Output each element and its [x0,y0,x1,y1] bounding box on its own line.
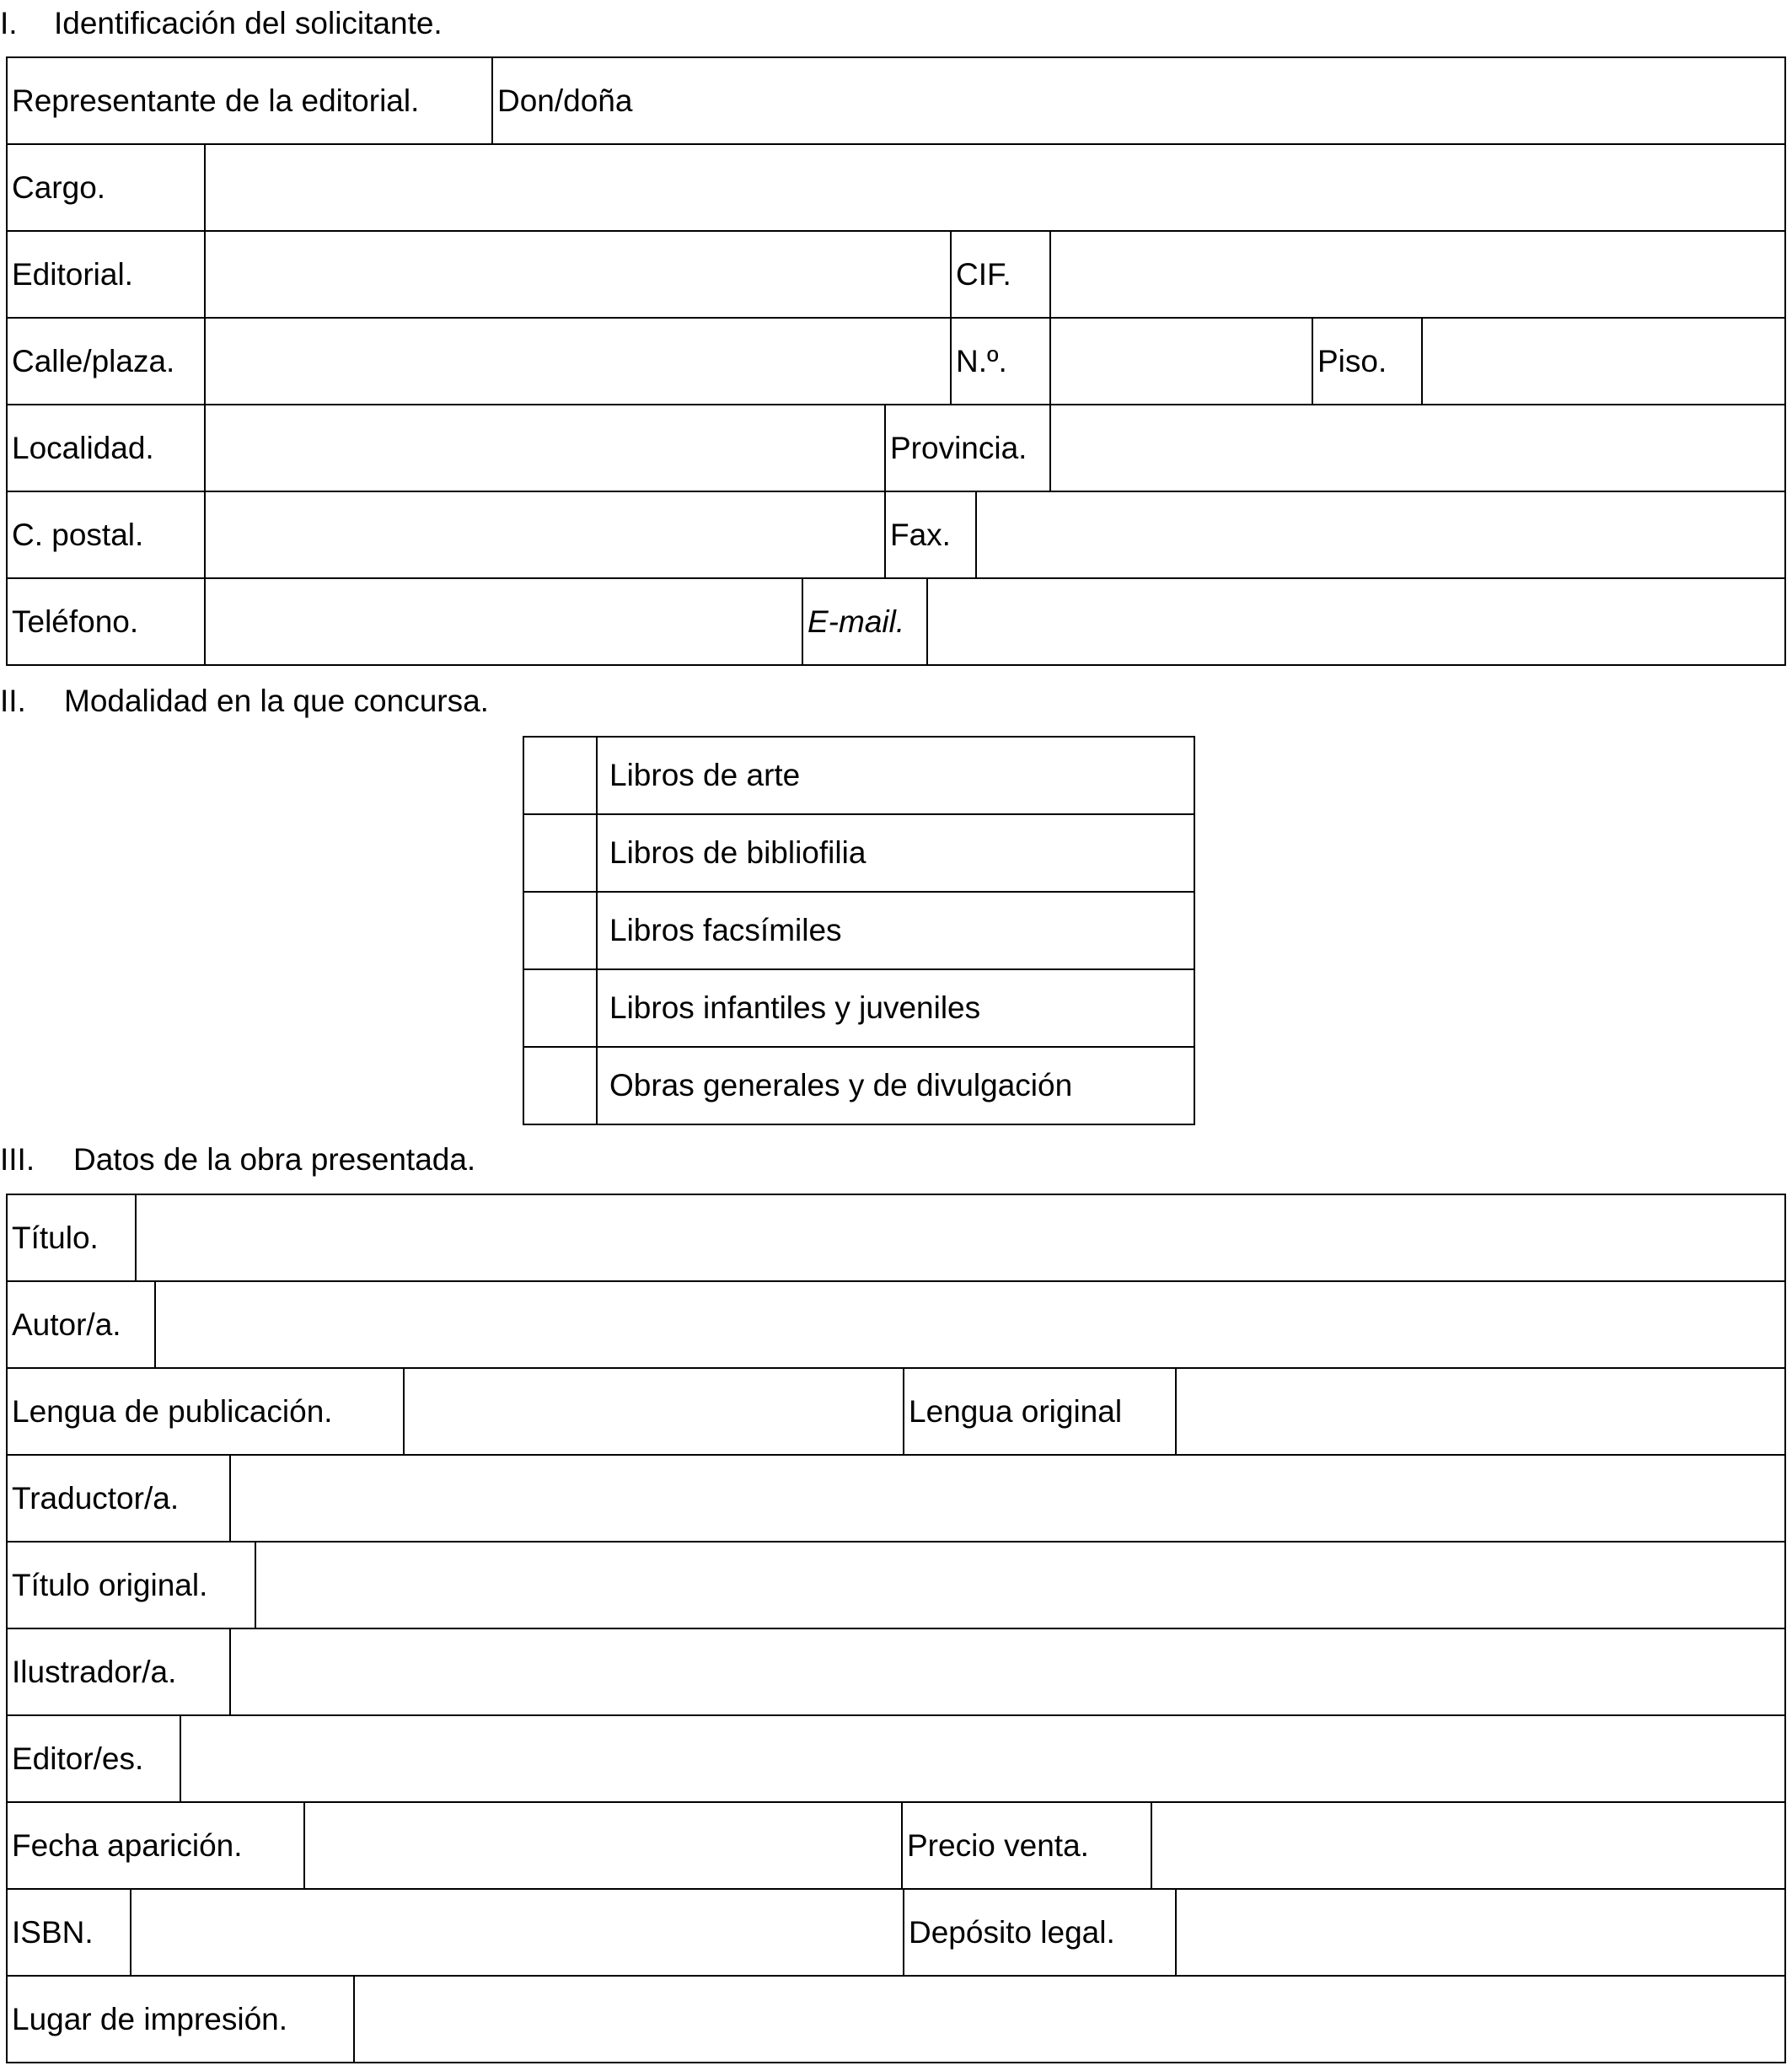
section-1-title: Identificación del solicitante. [54,6,443,40]
provincia-label: Provincia. [886,405,1051,492]
email-label: E-mail. [803,579,928,666]
row-autor [8,1282,1786,1369]
lengua-pub-label: Lengua de publicación. [8,1369,405,1456]
deposito-field[interactable] [1177,1890,1786,1977]
provincia-field[interactable] [1051,405,1786,492]
row-calle [8,319,1786,405]
fax-field[interactable] [977,492,1786,579]
precio-field[interactable] [1152,1803,1786,1890]
section-3-number: III. [0,1142,35,1177]
row-ilustrador [8,1629,1786,1716]
lugar-label: Lugar de impresión. [8,1977,355,2063]
representante-label: Representante de la editorial. [8,58,493,145]
row-representante [8,58,1786,145]
editores-field[interactable] [181,1716,1786,1803]
titulo-label: Título. [8,1195,137,1282]
autor-field[interactable] [156,1282,1786,1369]
work-form [6,1194,1786,2063]
piso-label: Piso. [1313,319,1423,405]
modality-label: Libros infantiles y juveniles [598,970,1195,1048]
row-traductor [8,1456,1786,1543]
editores-label: Editor/es. [8,1716,181,1803]
row-lugar [8,1977,1786,2063]
modality-label: Libros facsímiles [598,893,1195,970]
cargo-field[interactable] [206,145,1786,232]
row-localidad [8,405,1786,492]
row-telefono [8,579,1786,666]
telefono-field[interactable] [206,579,803,666]
modality-label: Obras generales y de divulgación [598,1048,1195,1125]
section-3-title: Datos de la obra presentada. [73,1142,476,1177]
isbn-label: ISBN. [8,1890,131,1977]
cpostal-field[interactable] [206,492,886,579]
applicant-form [6,56,1786,666]
precio-label: Precio venta. [903,1803,1152,1890]
row-editores [8,1716,1786,1803]
telefono-label: Teléfono. [8,579,206,666]
lengua-orig-label: Lengua original [904,1369,1177,1456]
numero-field[interactable] [1051,319,1313,405]
localidad-label: Localidad. [8,405,206,492]
titulo-orig-field[interactable] [256,1543,1786,1629]
isbn-field[interactable] [131,1890,904,1977]
localidad-field[interactable] [206,405,886,492]
section-2-heading [0,681,489,722]
section-1-heading [0,3,443,44]
lengua-pub-field[interactable] [405,1369,904,1456]
traductor-field[interactable] [231,1456,1786,1543]
section-2-number: II. [0,684,26,718]
don-dona-field[interactable] [493,58,1786,145]
email-field[interactable] [928,579,1786,666]
fecha-field[interactable] [305,1803,903,1890]
don-dona-label: Don/doña [497,83,633,118]
row-editorial [8,232,1786,319]
modality-options [523,736,1195,1125]
row-fecha [8,1803,1786,1890]
fecha-label: Fecha aparición. [8,1803,305,1890]
row-cargo [8,145,1786,232]
modality-option [524,815,1195,893]
cif-label: CIF. [952,232,1051,319]
row-cpostal [8,492,1786,579]
row-titulo-original [8,1543,1786,1629]
modality-label: Libros de arte [598,738,1195,815]
editorial-label: Editorial. [8,232,206,319]
deposito-label: Depósito legal. [904,1890,1177,1977]
ilustrador-field[interactable] [231,1629,1786,1716]
numero-label: N.º. [952,319,1051,405]
modality-option [524,1048,1195,1125]
cargo-label: Cargo. [8,145,206,232]
modality-checkbox[interactable] [524,1048,598,1125]
piso-field[interactable] [1423,319,1786,405]
modality-option [524,893,1195,970]
modality-checkbox[interactable] [524,815,598,893]
titulo-orig-label: Título original. [8,1543,256,1629]
section-3-heading [0,1140,475,1180]
section-1-number: I. [0,6,18,40]
editorial-field[interactable] [206,232,952,319]
ilustrador-label: Ilustrador/a. [8,1629,231,1716]
calle-field[interactable] [206,319,952,405]
autor-label: Autor/a. [8,1282,156,1369]
calle-label: Calle/plaza. [8,319,206,405]
modality-checkbox[interactable] [524,970,598,1048]
lugar-field[interactable] [355,1977,1786,2063]
cpostal-label: C. postal. [8,492,206,579]
cif-field[interactable] [1051,232,1786,319]
section-2-title: Modalidad en la que concursa. [64,684,489,718]
modality-option [524,738,1195,815]
modality-option [524,970,1195,1048]
modality-checkbox[interactable] [524,893,598,970]
row-lengua [8,1369,1786,1456]
row-isbn [8,1890,1786,1977]
modality-label: Libros de bibliofilia [598,815,1195,893]
row-titulo [8,1195,1786,1282]
lengua-orig-field[interactable] [1177,1369,1786,1456]
fax-label: Fax. [886,492,977,579]
modality-checkbox[interactable] [524,738,598,815]
traductor-label: Traductor/a. [8,1456,231,1543]
titulo-field[interactable] [137,1195,1786,1282]
